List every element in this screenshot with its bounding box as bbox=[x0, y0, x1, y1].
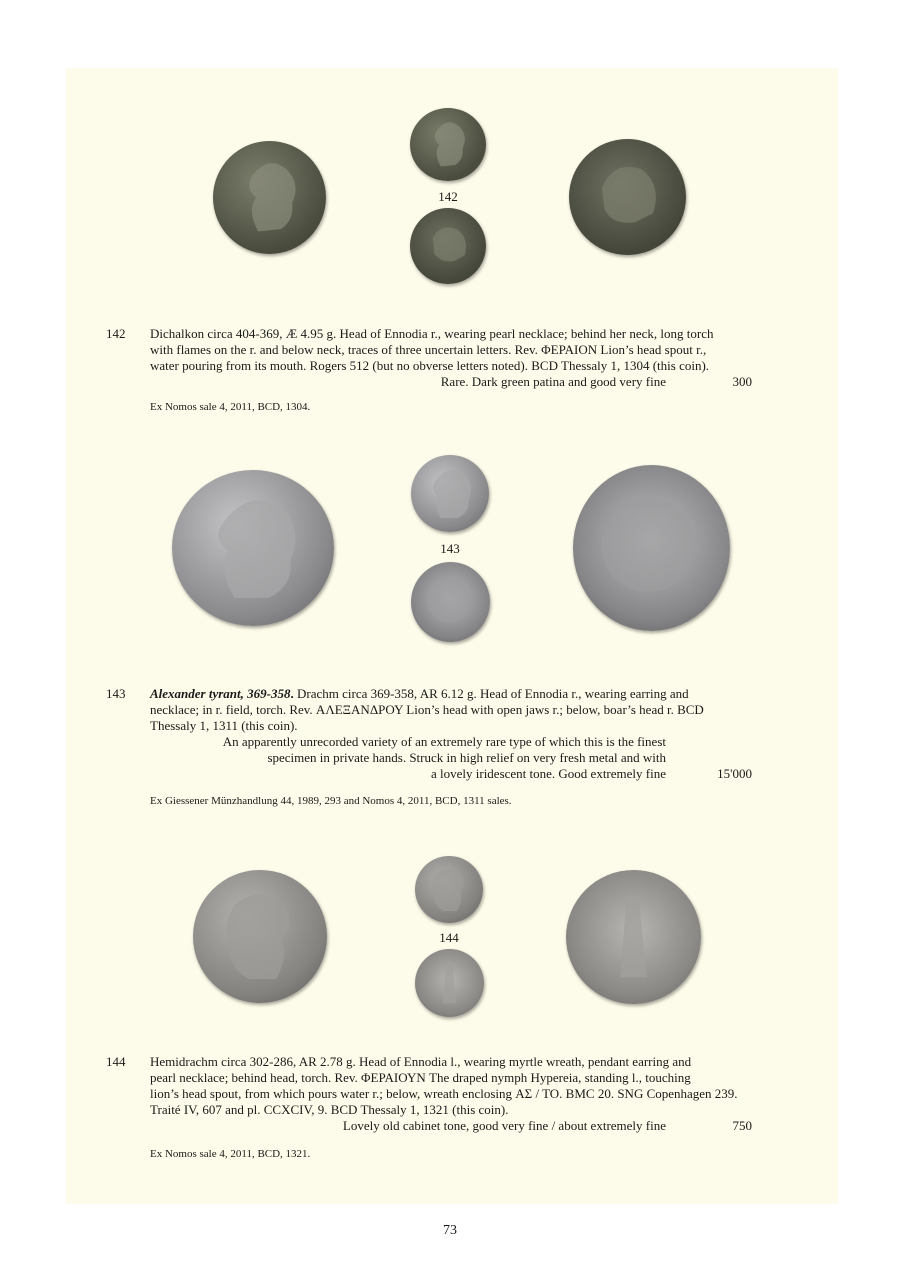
lot-143-number: 143 bbox=[106, 686, 126, 701]
lot-143-condition-3: a lovely iridescent tone. Good extremely fine bbox=[430, 766, 666, 781]
lot-144-entry bbox=[106, 1054, 752, 1144]
lot-142-reverse-small-coin bbox=[410, 208, 486, 284]
lot-144-obverse-large-coin bbox=[193, 870, 327, 1003]
lot-142-line-2: with flames on the r. and below neck, traces of three uncertain letters. Rev. ΦΕΡΑΙΟΝ Lion’s head spout r., bbox=[150, 342, 707, 357]
lot-144-obverse-small-coin bbox=[415, 856, 483, 923]
lot-144-number: 144 bbox=[106, 1054, 126, 1069]
lot-142-description bbox=[150, 326, 752, 374]
lot-143-obverse-small-coin bbox=[411, 455, 489, 532]
lot-144-description bbox=[150, 1054, 752, 1118]
lot-143-center-label: 143 bbox=[440, 541, 460, 556]
lot-144-reverse-small-coin bbox=[415, 949, 484, 1017]
lot-144-line-4: Traité IV, 607 and pl. CCXCIV, 9. BCD Thessaly 1, 1321 (this coin). bbox=[150, 1102, 509, 1117]
lot-142-obverse-small-coin bbox=[410, 108, 486, 181]
lot-144-line-3: lion’s head spout, from which pours water r.; below, wreath enclosing ΑΣ / ΤΟ. BMC 20. SNG Copenhagen 239. bbox=[150, 1086, 738, 1101]
page-number: 73 bbox=[443, 1223, 457, 1238]
lot-142-reverse-large-coin bbox=[569, 139, 686, 255]
lot-144-center-label: 144 bbox=[439, 930, 459, 945]
lot-143-description bbox=[150, 686, 752, 734]
lot-143-reverse-large-coin bbox=[573, 465, 730, 631]
lot-142-center-label: 142 bbox=[438, 189, 458, 204]
lot-142-price: 300 bbox=[732, 374, 752, 389]
lot-144-price: 750 bbox=[732, 1118, 752, 1133]
lot-142-line-3: water pouring from its mouth. Rogers 512 (but no obverse letters noted). BCD Thessaly 1, 1304 (this coin). bbox=[150, 358, 710, 373]
lot-143-provenance: Ex Giessener Münzhandlung 44, 1989, 293 and Nomos 4, 2011, BCD, 1311 sales. bbox=[150, 795, 512, 807]
lot-143-line-1: Alexander tyrant, 369-358. Drachm circa 369-358, AR 6.12 g. Head of Ennodia r., wearing earring and bbox=[150, 686, 689, 701]
lot-143-line-3: Thessaly 1, 1311 (this coin). bbox=[150, 718, 298, 733]
lot-143-entry bbox=[106, 686, 752, 786]
lot-142-entry bbox=[106, 326, 752, 396]
lot-143-title: Alexander tyrant, 369-358 bbox=[150, 686, 291, 701]
lot-143-condition-1: An apparently unrecorded variety of an extremely rare type of which this is the finest bbox=[222, 734, 666, 749]
lot-142-obverse-large-coin bbox=[213, 141, 326, 254]
lot-144-line-1: Hemidrachm circa 302-286, AR 2.78 g. Head of Ennodia l., wearing myrtle wreath, pendant earring and bbox=[150, 1054, 692, 1069]
lot-142-provenance: Ex Nomos sale 4, 2011, BCD, 1304. bbox=[150, 401, 311, 413]
lot-144-condition: Lovely old cabinet tone, good very fine / about extremely fine bbox=[342, 1118, 666, 1133]
lot-142-number: 142 bbox=[106, 326, 126, 341]
lot-143-obverse-large-coin bbox=[172, 470, 334, 626]
lot-143-price: 15'000 bbox=[717, 766, 752, 781]
lot-144-line-2: pearl necklace; behind head, torch. Rev. ΦΕΡΑΙΟΥΝ The draped nymph Hypereia, standing l., touching bbox=[150, 1070, 691, 1085]
lot-142-line-1: Dichalkon circa 404-369, Æ 4.95 g. Head of Ennodia r., wearing pearl necklace; behind her neck, long torch bbox=[150, 326, 714, 341]
lot-143-line-2: necklace; in r. field, torch. Rev. ΑΛΕΞΑΝΔΡΟΥ Lion’s head with open jaws r.; below, boar’s head r. BCD bbox=[150, 702, 704, 717]
lot-143-reverse-small-coin bbox=[411, 562, 490, 642]
lot-143-line-1-text: Drachm circa 369-358, AR 6.12 g. Head of Ennodia r., wearing earring and bbox=[296, 686, 689, 701]
lot-144-reverse-large-coin bbox=[566, 870, 701, 1004]
lot-143-condition-2: specimen in private hands. Struck in high relief on very fresh metal and with bbox=[267, 750, 666, 765]
lot-144-provenance: Ex Nomos sale 4, 2011, BCD, 1321. bbox=[150, 1148, 311, 1160]
lot-142-condition: Rare. Dark green patina and good very fine bbox=[440, 374, 666, 389]
